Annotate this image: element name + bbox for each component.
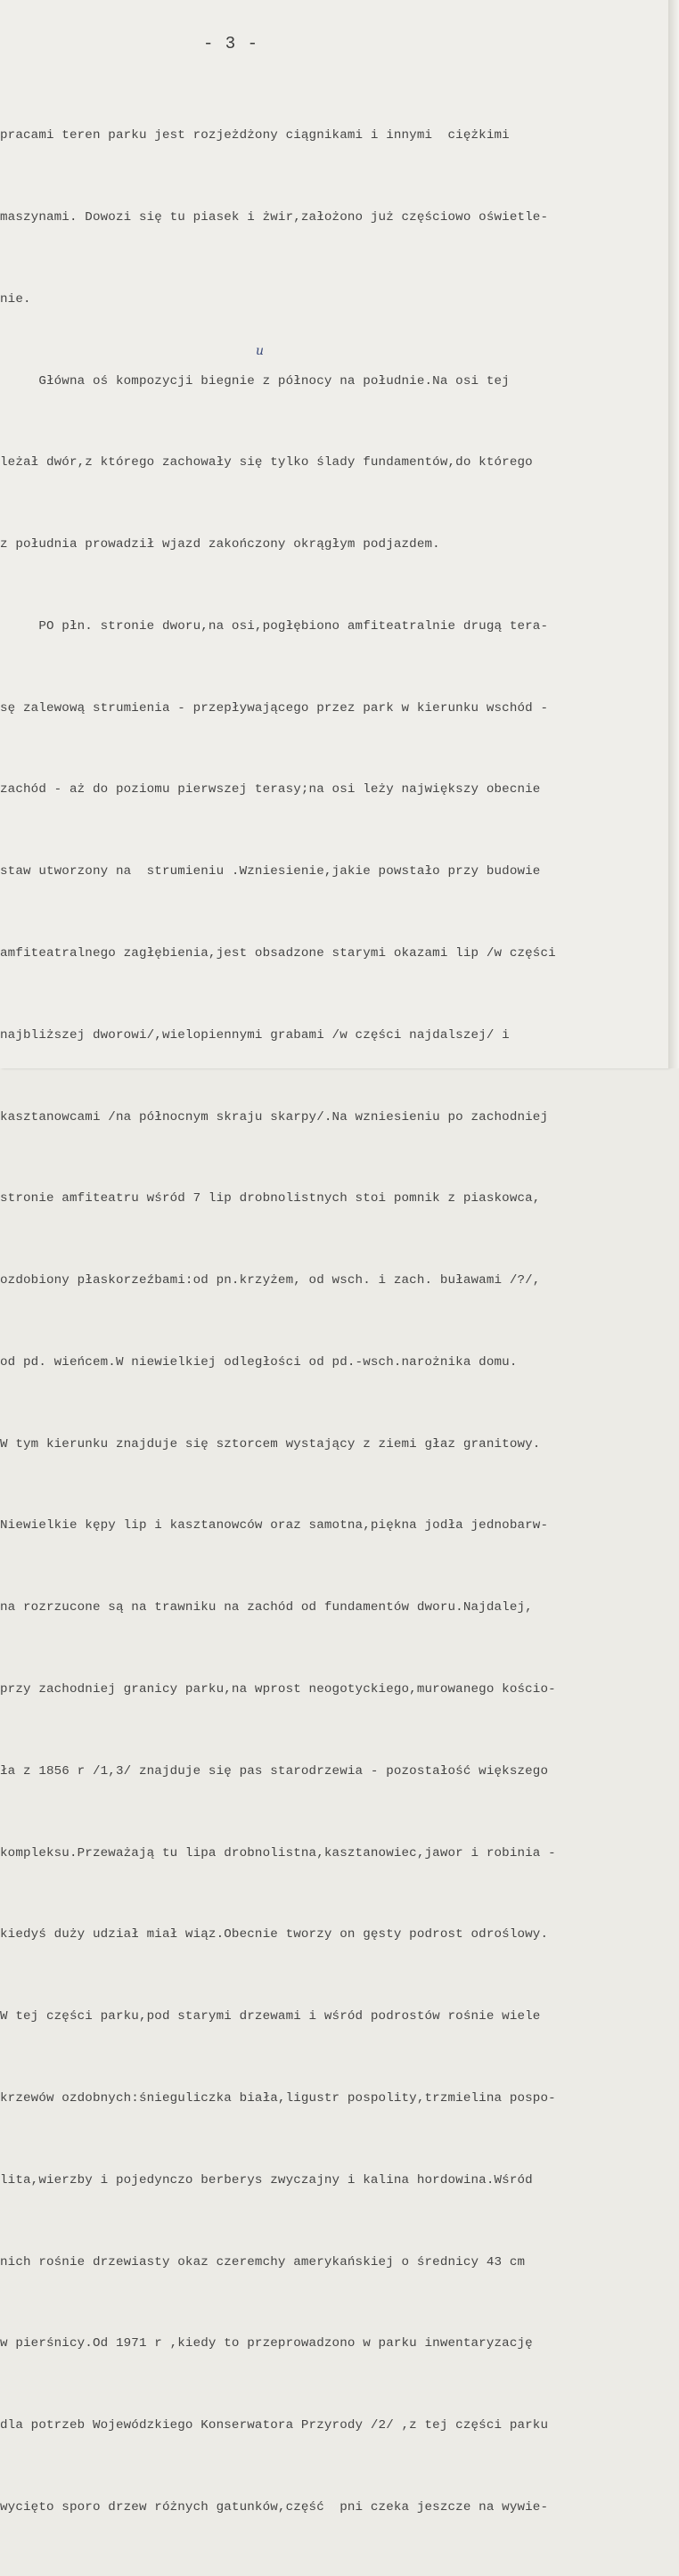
page-edge — [668, 0, 679, 1068]
text-line: Główna oś kompozycji biegnie z północy na południe.Na osi tej — [0, 373, 510, 388]
text-line: najbliższej dworowi/,wielopiennymi grabami /w części najdalszej/ i — [0, 1027, 510, 1043]
text-line: przy zachodniej granicy parku,na wprost neogotyckiego,murowanego kościo- — [0, 1682, 556, 1697]
text-line: kiedyś duży udział miał wiąz.Obecnie tworzy on gęsty podrost odroślowy. — [0, 1927, 549, 1942]
text-line: staw utworzony na strumieniu .Wzniesienie,jakie powstało przy budowie — [0, 864, 541, 879]
text-line: krzewów ozdobnych:śnieguliczka biała,ligustr pospolity,trzmielina pospo- — [0, 2090, 556, 2106]
text-line: z południa prowadził wjazd zakończony okrągłym podjazdem. — [0, 537, 440, 552]
text-line: leżał dwór,z którego zachowały się tylko ślady fundamentów,do którego — [0, 455, 533, 470]
text-line: lita,wierzby i pojedynczo berberys zwyczajny i kalina hordowina.Wśród — [0, 2172, 533, 2188]
text-line: wycięto sporo drzew różnych gatunków,część pni czeka jeszcze na wywie- — [0, 2499, 549, 2515]
text-line: PO płn. stronie dworu,na osi,pogłębiono amfiteatralnie drugą tera- — [0, 618, 549, 634]
text-line: W tej części parku,pod starymi drzewami i wśród podrostów rośnie wiele — [0, 2009, 541, 2024]
body-text — [0, 68, 677, 2576]
text-line: ozdobiony płaskorzeźbami:od pn.krzyżem, od wsch. i zach. buławami /?/, — [0, 1273, 541, 1288]
page-number: - 3 - — [203, 34, 259, 53]
text-line: dla potrzeb Wojewódzkiego Konserwatora Przyrody /2/ ,z tej części parku — [0, 2418, 549, 2433]
text-line: kompleksu.Przeważają tu lipa drobnolistna,kasztanowiec,jawor i robinia - — [0, 1845, 556, 1860]
text-line: zachód - aż do poziomu pierwszej terasy;na osi leży największy obecnie — [0, 782, 541, 797]
text-line: Niewielkie kępy lip i kasztanowców oraz samotna,piękna jodła jednobarw- — [0, 1518, 549, 1533]
text-line: na rozrzucone są na trawniku na zachód od fundamentów dworu.Najdalej, — [0, 1600, 533, 1615]
text-line: w pierśnicy.Od 1971 r ,kiedy to przeprowadzono w parku inwentaryzację — [0, 2336, 533, 2351]
text-line: nie. — [0, 291, 31, 307]
text-line: stronie amfiteatru wśród 7 lip drobnolistnych stoi pomnik z piaskowca, — [0, 1191, 541, 1206]
text-line: od pd. wieńcem.W niewielkiej odległości od pd.-wsch.narożnika domu. — [0, 1354, 518, 1370]
text-line: ła z 1856 r /1,3/ znajduje się pas starodrzewia - pozostałość większego — [0, 1763, 549, 1779]
text-line: pracami teren parku jest rozjeżdżony ciągnikami i innymi ciężkimi — [0, 128, 510, 143]
text-line: W tym kierunku znajduje się sztorcem wystający z ziemi głaz granitowy. — [0, 1436, 541, 1452]
text-line: sę zalewową strumienia - przepływającego przez park w kierunku wschód - — [0, 700, 549, 716]
text-line: amfiteatralnego zagłębienia,jest obsadzone starymi okazami lip /w części — [0, 946, 556, 961]
text-line: maszynami. Dowozi się tu piasek i żwir,założono już częściowo oświetle- — [0, 209, 549, 225]
text-line: nich rośnie drzewiasty okaz czeremchy amerykańskiej o średnicy 43 cm — [0, 2254, 526, 2269]
handwritten-correction: u — [256, 344, 265, 358]
text-line: kasztanowcami /na północnym skraju skarpy/.Na wzniesieniu po zachodniej — [0, 1109, 549, 1124]
